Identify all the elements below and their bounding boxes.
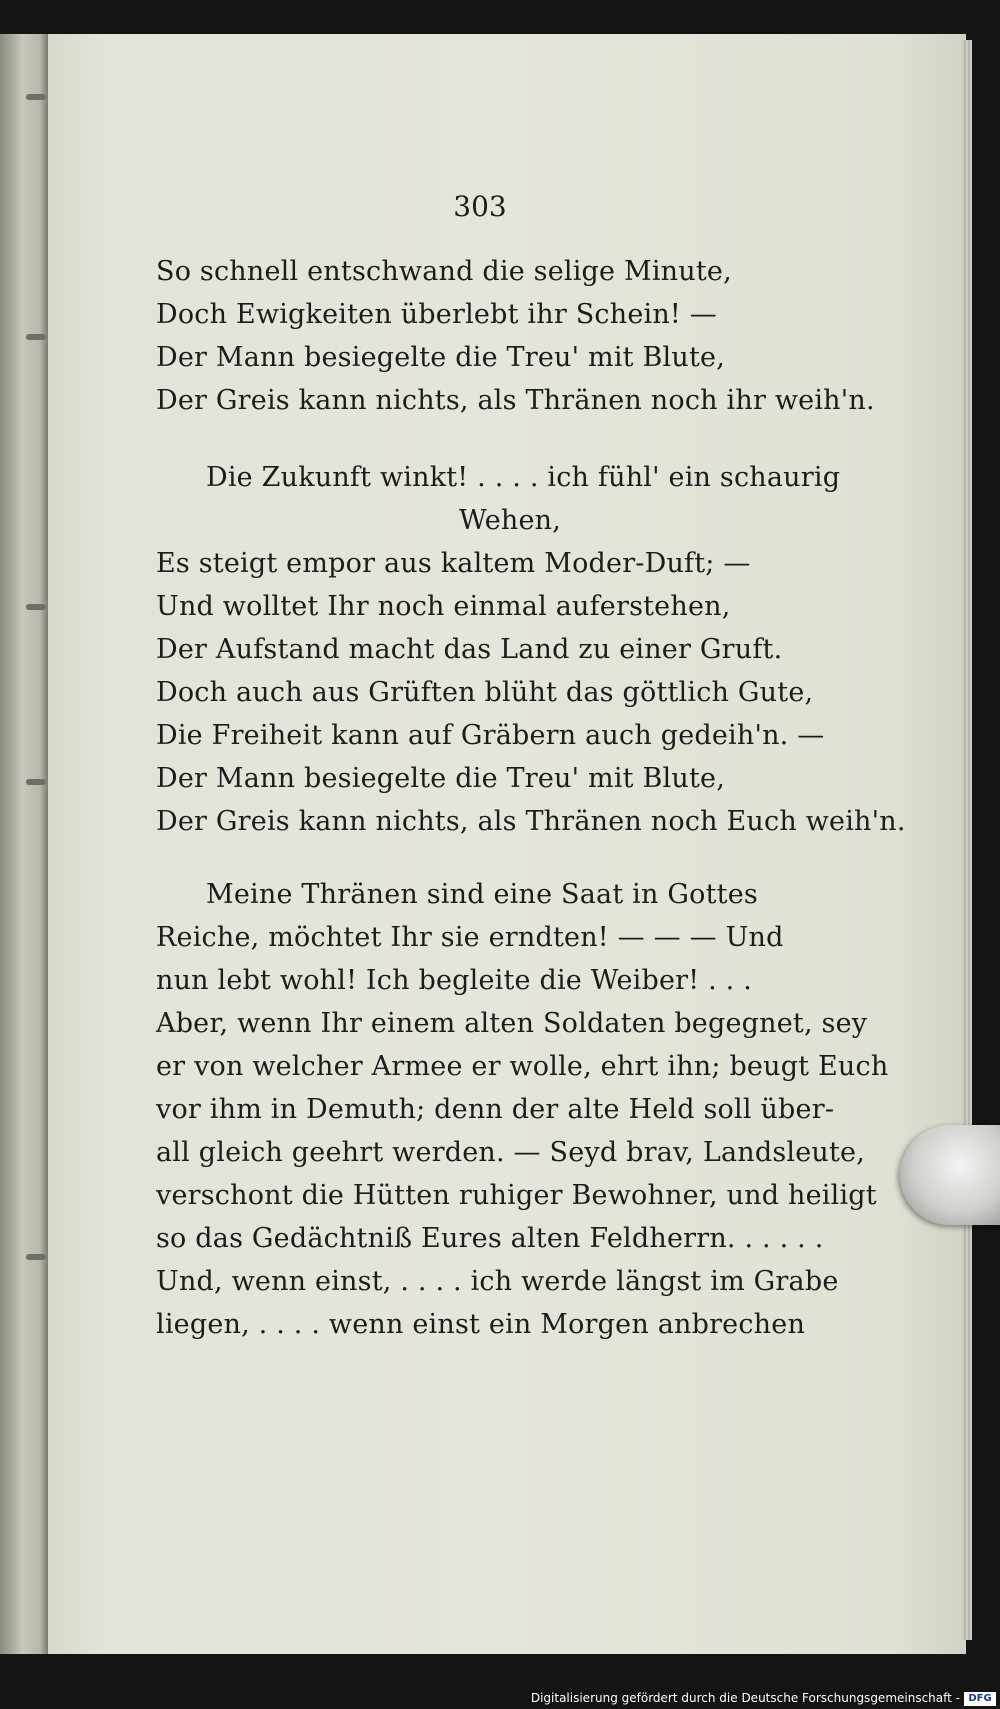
text-line: nun lebt wohl! Ich begleite die Weiber! . . . [156,965,753,996]
text-line: er von welcher Armee er wolle, ehrt ihn; beugt Euch [156,1051,889,1082]
prose-paragraph [156,873,889,1346]
page-turn-tab[interactable] [900,1125,1000,1225]
stanza-gap [156,422,816,456]
text-line: Die Freiheit kann auf Gräbern auch gedeih'n. — [156,720,825,751]
text-line: Reiche, möchtet Ihr sie erndten! — — — Und [156,922,784,953]
text-line: Der Mann besiegelte die Treu' mit Blute, [156,763,725,794]
page-text [156,250,906,1346]
facing-page-edge [0,34,50,1654]
text-line: so das Gedächtniß Eures alten Feldherrn. . . . . . [156,1223,824,1254]
dfg-logo: DFG [964,1692,996,1706]
stanza-gap [156,843,816,873]
page-stack-edge [962,40,972,1640]
text-line: verschont die Hütten ruhiger Bewohner, und heiligt [156,1180,877,1211]
text-line: Und, wenn einst, . . . . ich werde längst im Grabe [156,1266,839,1297]
text-line: Doch auch aus Grüften blüht das göttlich Gute, [156,677,814,708]
text-line: Der Aufstand macht das Land zu einer Gruft. [156,634,783,665]
stanza-1 [156,250,875,422]
text-line: So schnell entschwand die selige Minute, [156,256,732,287]
digitization-credit: Digitalisierung gefördert durch die Deutsche Forschungsgemeinschaft - [530,1691,960,1705]
text-line: Der Mann besiegelte die Treu' mit Blute, [156,342,725,373]
text-line: Doch Ewigkeiten überlebt ihr Schein! — [156,299,717,330]
page-number: 303 [453,190,507,223]
stanza-2 [156,456,906,843]
text-line: Und wolltet Ihr noch einmal auferstehen, [156,591,731,622]
text-line: Der Greis kann nichts, als Thränen noch Euch weih'n. [156,806,906,837]
text-line: liegen, . . . . wenn einst ein Morgen anbrechen [156,1309,806,1340]
text-line: Meine Thränen sind eine Saat in Gottes [206,879,758,910]
text-line: Die Zukunft winkt! . . . . ich fühl' ein schaurig [206,462,841,493]
text-line: Wehen, [458,505,562,536]
text-line: Der Greis kann nichts, als Thränen noch ihr weih'n. [156,385,875,416]
text-line: Aber, wenn Ihr einem alten Soldaten begegnet, sey [156,1008,868,1039]
text-line: all gleich geehrt werden. — Seyd brav, Landsleute, [156,1137,866,1168]
text-line: Es steigt empor aus kaltem Moder-Duft; — [156,548,751,579]
text-line: vor ihm in Demuth; denn der alte Held soll über- [156,1094,835,1125]
